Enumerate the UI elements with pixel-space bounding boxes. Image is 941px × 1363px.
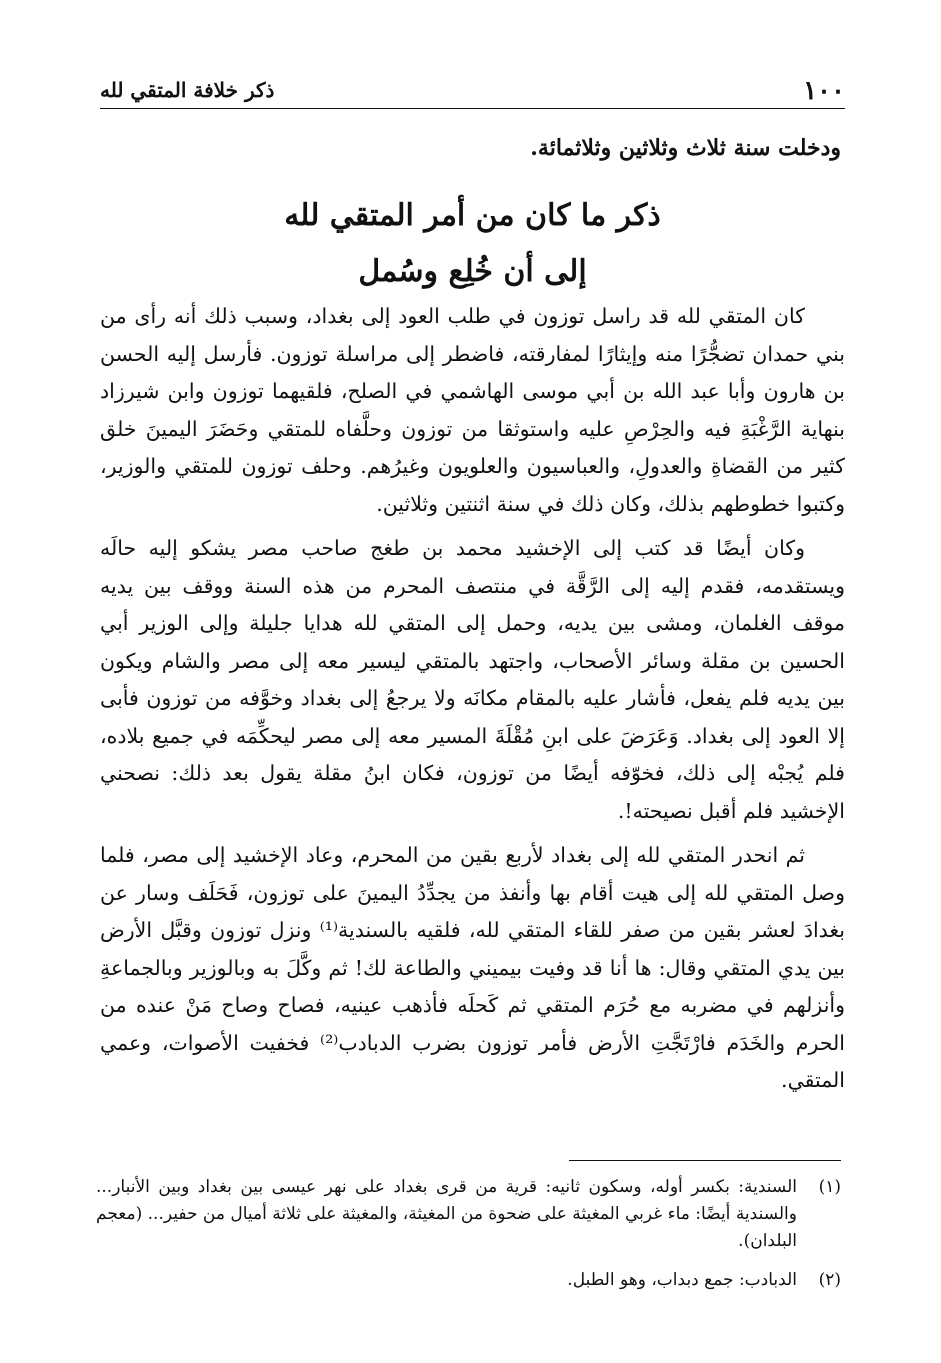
footnote <box>96 1174 841 1255</box>
paragraph: وكان أيضًا قد كتب إلى الإخشيد محمد بن طغج صاحب مصر يشكو إليه حالَه ويستقدمه، فقدم إليه إلى الرَّقَّة في منتصف المحرم من هذه السنة ووقف بين يديه موقف الغلمان، ومشى بين يديه، وحمل إلى المتقي لله هدايا جليلة وإلى الوزير أبي الحسين بن مقلة وسائر الأصحاب، واجتهد بالمتقي ليسير معه إلى مصر والشام ويكون بين يديه فلم يفعل، فأشار عليه بالمقام مكانَه ولا يرجعُ إلى بغداد وخوَّفه من توزون فأبى إلا العود إلى بغداد. وَعَرَضَ على ابنِ مُقْلَةَ المسير معه إلى مصر ليحكِّمَه في جميع بلاده، فلم يُجبْه إلى ذلك، فخوّفه أيضًا من توزون، فكان ابنُ مقلة يقول بعد ذلك: نصحني الإخشيد فلم أقبل نصيحته!. <box>100 536 845 823</box>
footnote-divider <box>569 1160 841 1161</box>
intro-line: ودخلت سنة ثلاث وثلاثين وثلاثمائة. <box>530 135 841 161</box>
page-header <box>100 70 845 109</box>
main-text <box>100 298 845 1107</box>
paragraph: ثم انحدر المتقي لله إلى بغداد لأربع بقين من المحرم، وعاد الإخشيد إلى مصر، فلما وصل المتقي لله إلى هيت أقام بها وأنفذ من يجدِّدُ اليمينَ على توزون، فَحَلَف وسار عن بغدادَ لعشر بقين من صفر للقاء المتقي لله، فلقيه بالسندية⁽¹⁾ ونزل توزون وقبَّل الأرض بين يدي المتقي وقال: ها أنا قد وفيت بيميني والطاعة لك! ثم وكَّلَ به وبالوزير وبالجماعةِ وأنزلهم في مضربه مع حُرَم المتقي ثم كَحلَه فأذهب عينيه، فصاح وصاح مَنْ عنده من الحرم والخَدَم فارْتَجَّتِ الأرض فأمر توزون بضرب الدبادب⁽²⁾ فخفيت الأصوات، وعمي المتقي. <box>100 843 845 1092</box>
paragraph: كان المتقي لله قد راسل توزون في طلب العود إلى بغداد، وسبب ذلك أنه رأى من بني حمدان تضجُّرًا منه وإيثارًا لمفارقته، فاضطر إلى مراسلة توزون. فأرسل إليه الحسن بن هارون وأبا عبد الله بن أبي موسى الهاشمي في الصلح، فلقيهما توزون وابن شيرزاد بنهاية الرَّغْبَةِ فيه والحِرْصِ عليه واستوثقا من توزون وحلَّفاه للمتقي وحَضَرَ اليمينَ خلق كثير من القضاةِ والعدولِ، والعباسيون والعلويون وغيرُهم. وحلف توزون للمتقي والوزير، وكتبوا خطوطهم بذلك، وكان ذلك في سنة اثنتين وثلاثين. <box>100 304 845 516</box>
running-title: ذكر خلافة المتقي لله <box>100 78 275 102</box>
footnote-text: الدبادب: جمع دبداب، وهو الطبل. <box>567 1270 797 1290</box>
footnote-text: السندية: بكسر أوله، وسكون ثانيه: قرية من قرى بغداد على نهر عيسى بين بغداد وبين الأنبار... والسندية أيضًا: ماء غربي المغيثة على ضحوة من المغيثة، والمغيثة على ثلاثة أميال من حفير... (معجم البلدان). <box>96 1177 797 1251</box>
section-heading-line-2: إلى أن خُلِع وسُمل <box>358 254 587 289</box>
section-heading <box>100 188 845 300</box>
footnote-number: (٢) <box>818 1270 841 1290</box>
footnotes <box>96 1174 841 1306</box>
page-number: ١٠٠ <box>803 76 845 106</box>
section-heading-line-1: ذكر ما كان من أمر المتقي لله <box>284 198 661 233</box>
footnote-number: (١) <box>818 1177 841 1197</box>
footnote <box>96 1267 841 1294</box>
